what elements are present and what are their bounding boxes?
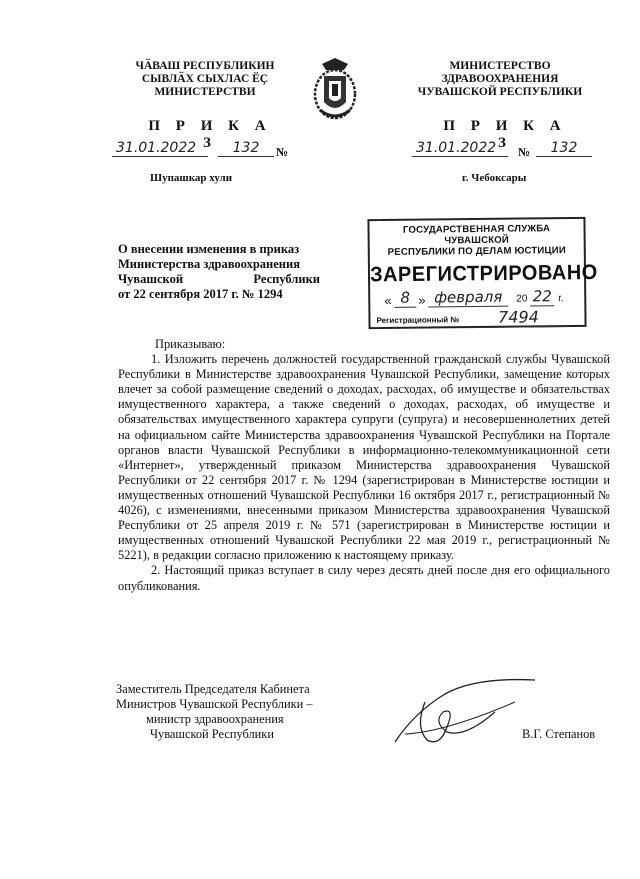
header-right-org <box>410 60 590 99</box>
stamp-year-suffix: 22 <box>530 287 554 306</box>
stamp-reg-number: 7494 <box>468 307 568 328</box>
header-left-org <box>120 60 290 99</box>
coat-of-arms-emblem <box>310 56 360 126</box>
header-left-title: П Р И К А З <box>148 118 272 151</box>
header-left-date: 31.01.2022 <box>112 140 208 157</box>
stamp-reg-row <box>370 309 584 329</box>
header-left-city: Шупашкар хули <box>150 172 233 184</box>
subject-line1: О внесении изменения в приказ <box>118 242 300 256</box>
subject-line2: Министерства здравоохранения <box>118 257 300 271</box>
body-intro: Приказываю: <box>155 337 226 351</box>
header-right-city: г. Чебоксары <box>462 172 527 184</box>
header-right-date: 31.01.2022 <box>412 140 508 157</box>
document-body <box>118 337 610 594</box>
header-left-number-sign: № <box>276 145 289 159</box>
header-right-line1: МИНИСТЕРСТВО <box>449 60 551 72</box>
header-right-number: 132 <box>536 140 592 157</box>
header-right-number-sign: № <box>518 145 531 159</box>
stamp-quote-close: » <box>418 292 426 308</box>
stamp-year-label: г. <box>558 293 564 305</box>
header-left-line3: МИНИСТЕРСТВИ <box>154 86 256 98</box>
registration-stamp <box>367 217 598 329</box>
header-left-number: 132 <box>218 140 274 157</box>
stamp-registered: ЗАРЕГИСТРИРОВАНО <box>369 261 598 287</box>
signature-line1: Заместитель Председателя Кабинета <box>116 682 310 696</box>
signature-line2: Министров Чувашской Республики – <box>116 697 313 711</box>
stamp-reg-label: Регистрационный № <box>376 315 460 326</box>
stamp-line1: ГОСУДАРСТВЕННАЯ СЛУЖБА ЧУВАШСКОЙ <box>402 223 551 247</box>
stamp-month: февраля <box>428 288 508 308</box>
signature-line4: Чувашской Республики <box>150 727 274 741</box>
header-right-line3: ЧУВАШСКОЙ РЕСПУБЛИКИ <box>417 86 583 98</box>
signature-position <box>116 682 376 742</box>
header-left-line1: ЧӐВАШ РЕСПУБЛИКИН <box>135 60 275 72</box>
header-right-line2: ЗДРАВООХРАНЕНИЯ <box>441 73 559 85</box>
stamp-quote-open: « <box>384 292 392 308</box>
body-para2: 2. Настоящий приказ вступает в силу через десять дней после дня его официального опубликования. <box>118 563 610 593</box>
stamp-line2: РЕСПУБЛИКИ ПО ДЕЛАМ ЮСТИЦИИ <box>387 245 566 258</box>
body-para1: 1. Изложить перечень должностей государственной гражданской службы Чувашской Республики в Министерстве здравоохранения Чувашской Республики, замещение которых влечет за собой размещение сведений о доходах, расходах, об имуществе и обязательствах имущественного характера, а также сведений о доходах, расходах, об имуществе и обязательствах имущественного характера супруги (супруга) и несовершеннолетних детей на официальном сайте Министерства здравоохранения Чувашской Республики на Портале органов власти Чувашской Республики в информационно-телекоммуникационной сети «Интернет», утвержденный приказом Министерства здравоохранения Чувашской Республики от 22 сентября 2017 г. № 1294 (зарегистрирован в Министерстве юстиции и имущественных отношений Чувашской Республики 16 октября 2017 г., регистрационный № 4026), с изменениями, внесенными приказом Министерства здравоохранения Чувашской Республики от 25 апреля 2019 г. № 571 (зарегистрирован в Министерстве юстиции и имущественных отношений Чувашской Республики 22 мая 2019 г., регистрационный № 5221), в редакции согласно приложению к настоящему приказу. <box>118 352 610 563</box>
stamp-date-row <box>370 289 584 309</box>
subject-line3b: Республики <box>253 272 320 286</box>
header-right-title: П Р И К А З <box>443 118 567 151</box>
signatory-name: В.Г. Степанов <box>522 727 596 741</box>
signature-line3: министр здравоохранения <box>146 712 284 726</box>
document-subject <box>118 242 320 302</box>
stamp-year-prefix: 20 <box>516 293 528 305</box>
subject-line3a: Чувашской <box>118 272 184 286</box>
subject-line4: от 22 сентября 2017 г. № 1294 <box>118 287 283 301</box>
header-left-line2: СЫВЛӐХ СЫХЛАС ӖҪ <box>141 73 269 85</box>
handwritten-signature <box>385 672 545 752</box>
stamp-day: 8 <box>394 289 416 308</box>
